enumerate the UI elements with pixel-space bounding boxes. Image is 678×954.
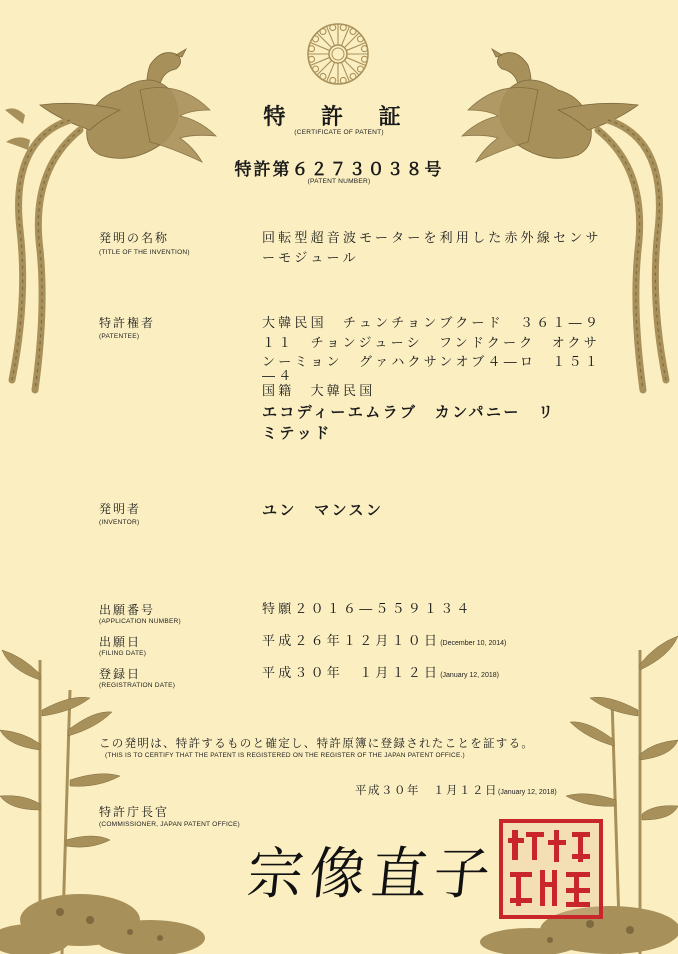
- application-label-en: (APPLICATION NUMBER): [99, 618, 181, 625]
- application-number: 特願２０１６―５５９１３４: [262, 602, 473, 617]
- patentee-address-line2: １１ チョンジューシ フンドクーク オクサ: [262, 336, 600, 351]
- patentee-label: 特許権者: [99, 316, 156, 330]
- patentee-address-line3: ンーミョン グァハクサンオブ４―ロ １５１: [262, 355, 601, 370]
- registration-date-label: 登録日: [99, 667, 142, 681]
- registration-date-jp: 平成３０年 １月１２日: [262, 666, 441, 681]
- patentee-name-line2: ミテッド: [262, 424, 332, 442]
- patentee-label-en: (PATENTEE): [99, 333, 140, 340]
- patentee-address-line4: ―４: [262, 369, 295, 384]
- commissioner-signature: 宗像直子: [244, 842, 499, 907]
- issue-date-en: (January 12, 2018): [498, 789, 557, 796]
- invention-title-line1: 回転型超音波モーターを利用した赤外線センサ: [262, 231, 602, 246]
- patent-number-en: (PATENT NUMBER): [307, 178, 371, 185]
- inventor-name: ユン マンスン: [262, 501, 384, 519]
- inventor-label: 発明者: [99, 502, 142, 516]
- commissioner-label: 特許庁長官: [99, 805, 170, 819]
- patentee-nationality: 国籍 大韓民国: [262, 384, 376, 399]
- filing-date: [262, 632, 506, 654]
- registration-date: [262, 664, 499, 686]
- patent-number: 特許第６２７３０３８号: [234, 160, 444, 180]
- invention-title-line2: ーモジュール: [262, 251, 359, 266]
- patentee-name-line1: エコディーエムラブ カンパニー リ: [262, 403, 556, 421]
- phoenix-left-icon: [0, 20, 235, 400]
- filing-date-label: 出願日: [99, 635, 142, 649]
- invention-label: 発明の名称: [99, 231, 170, 245]
- registration-date-label-en: (REGISTRATION DATE): [99, 682, 176, 689]
- patentee-address-line1: 大韓民国 チュンチョンブクード ３６１―９: [262, 316, 602, 331]
- certificate-title: 特 許 証: [263, 104, 415, 130]
- registration-date-en: (January 12, 2018): [440, 672, 499, 679]
- chrysanthemum-emblem-icon: [304, 20, 372, 88]
- filing-date-jp: 平成２６年１２月１０日: [262, 634, 441, 649]
- filing-date-en: (December 10, 2014): [440, 640, 507, 647]
- application-label: 出願番号: [99, 603, 156, 617]
- invention-label-en: (TITLE OF THE INVENTION): [99, 249, 190, 256]
- issue-date: [355, 780, 557, 803]
- certification-statement: この発明は、特許するものと確定し、特許原簿に登録されたことを証する。: [99, 736, 535, 750]
- commissioner-label-en: (COMMISSIONER, JAPAN PATENT OFFICE): [99, 821, 240, 828]
- certificate-title-en: (CERTIFICATE OF PATENT): [294, 129, 384, 136]
- certification-statement-en: (THIS IS TO CERTIFY THAT THE PATENT IS REGISTERED ON THE REGISTER OF THE JAPAN PATENT OFFICE.): [105, 752, 465, 759]
- official-seal-icon: [498, 818, 604, 920]
- issue-date-jp: 平成３０年 １月１２日: [355, 783, 498, 797]
- inventor-label-en: (INVENTOR): [99, 519, 140, 526]
- filing-date-label-en: (FILING DATE): [99, 650, 147, 657]
